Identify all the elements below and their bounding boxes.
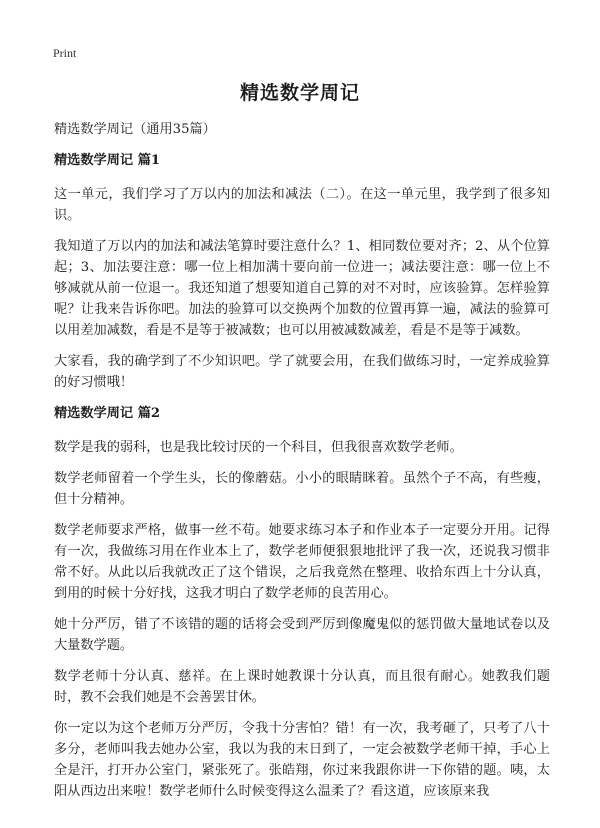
article-subtitle: 精选数学周记（通用35篇） [54,122,216,137]
paragraph: 数学老师十分认真、慈祥。在上课时她教课十分认真，而且很有耐心。她教我们题时，教不会我们她是不会善罢甘休。 [54,669,550,705]
paragraph: 数学老师留着一个学生头，长的像蘑菇。小小的眼睛眯着。虽然个子不高，有些瘦，但十分精神。 [54,471,550,507]
print-link[interactable]: Print [53,46,77,60]
paragraph: 这一单元，我们学习了万以内的加法和减法（二）。在这一单元里，我学到了很多知识。 [54,187,550,223]
paragraph: 我知道了万以内的加法和减法笔算时要注意什么？1、相同数位要对齐；2、从个位算起；3、加法要注意：哪一位上相加满十要向前一位进一；减法要注意：哪一位上不够减就从前一位退一。我还知道了想要知道自己算的对不对时，应该验算。怎样验算呢？让我来告诉你吧。加法的验算可以交换两个加数的位置再算一遍，减法的验算可以用差加减数，看是不是等于被减数；也可以用被减数减差，看是不是等于减数。 [54,239,550,338]
page-title: 精选数学周记 [239,82,360,104]
section-heading: 精选数学周记 篇1 [54,153,161,168]
paragraph: 她十分严厉，错了不该错的题的话将会受到严厉到像魔鬼似的惩罚做大量地试卷以及大量数学题。 [54,617,550,653]
paragraph: 大家看，我的确学到了不少知识吧。学了就要会用，在我们做练习时，一定养成验算的好习惯哦！ [54,354,550,390]
paragraph: 数学老师要求严格，做事一丝不苟。她要求练习本子和作业本子一定要分开用。记得有一次，我做练习用在作业本上了，数学老师便狠狠地批评了我一次，还说我习惯非常不好。从此以后我就改正了这个错误，之后我竟然在整理、收拾东西上十分认真，到用的时候十分好找，这我才明白了数学老师的良苦用心。 [54,523,550,601]
section-heading: 精选数学周记 篇2 [54,406,161,421]
paragraph: 你一定以为这个老师万分严厉，令我十分害怕？错！有一次，我考砸了，只考了八十多分，老师叫我去她办公室，我以为我的末日到了，一定会被数学老师干掉，手心上全是汗，打开办公室门，紧张死了。张皓翔，你过来我跟你讲一下你错的题。咦，太阳从西边出来啦！数学老师什么时候变得这么温柔了？看这道，应该原来我 [54,721,550,799]
section-2 [54,403,550,802]
section-1 [54,150,550,393]
paragraph: 数学是我的弱科，也是我比较讨厌的一个科目，但我很喜欢数学老师。 [54,440,463,455]
article-body [54,119,550,812]
